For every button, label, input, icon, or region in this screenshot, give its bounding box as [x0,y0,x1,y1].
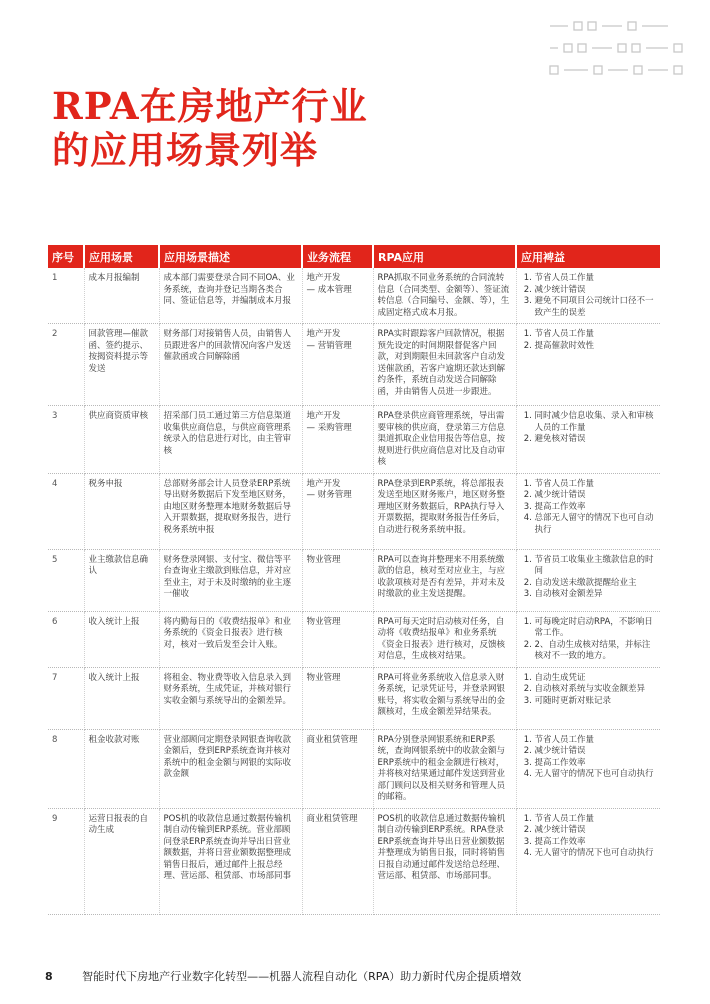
benefit-item: 1. 可每晚定时启动RPA，不影响日常工作。 [535,617,657,640]
process-cell: 物业管理 [302,549,373,611]
rpa-cell: RPA可以查询并整理来不用系统缴款的信息，核对至对应业主，与应收款项核对是否有差异，并对未及时缴款的业主发送提醒。 [373,549,516,611]
benefits-list [521,814,657,860]
description-cell: POS机的收款信息通过数据传输机制自动传输到ERP系统。营业部顾问登录ERP系统查询并导出日营业额数据，并将日营业额数据整理成销售日报后，通过邮件上报总经理、营运部、租赁部、市场部同事 [159,808,302,914]
process-cell: 地产开发 — 营销管理 [302,324,373,406]
benefits-list [521,673,657,708]
description-cell: 财务登录网银、支付宝、微信等平台查询业主缴款到账信息，并对应至业主，对于未及时缴纳的业主逐一催收 [159,549,302,611]
benefit-item: 4. 总部无人留守的情况下也可自动执行 [535,513,657,536]
benefit-item: 1. 自动生成凭证 [535,673,657,685]
rpa-cell: RPA登录供应商管理系统，导出需要审核的供应商，登录第三方信息渠道抓取企业信用报告等信息，按规则进行供应商信息对比及自动审核 [373,406,516,474]
benefits-list [521,479,657,537]
header-rpa-application: RPA应用 [373,245,516,268]
benefits-cell [516,667,660,729]
row-number: 5 [48,549,84,611]
header-process: 业务流程 [302,245,373,268]
header-benefits: 应用裨益 [516,245,660,268]
benefit-item: 3. 提高工作效率 [535,837,657,849]
benefit-item: 2. 减少统计错误 [535,746,657,758]
table-row [48,324,660,406]
footer-text: 智能时代下房地产行业数字化转型——机器人流程自动化（RPA）助力新时代房企提质增效 [82,970,522,983]
row-number: 3 [48,406,84,474]
title-line-2: 的应用场景列举 [52,128,318,172]
benefit-item: 4. 无人留守的情况下也可自动执行 [535,848,657,860]
scene-cell: 税务申报 [84,473,159,549]
header-scene: 应用场景 [84,245,159,268]
rpa-cell: POS机的收款信息通过数据传输机制自动传输到ERP系统。RPA登录ERP系统查询并导出日营业额数据并整理成为销售日报，同时将销售日报自动通过邮件发送给总经理、营运部、租赁部、市场部同事。 [373,808,516,914]
scene-cell: 收入统计上报 [84,667,159,729]
rpa-cell: RPA可将业务系统收入信息录入财务系统，记录凭证号，并登录网银账号，将实收金额与系统导出的金额核对，生成金额差异结果表。 [373,667,516,729]
row-number: 7 [48,667,84,729]
benefit-item: 1. 节省员工收集业主缴款信息的时间 [535,555,657,578]
description-cell: 成本部门需要登录合同不同OA、业务系统，查询并登记当期各类合同、签证信息等，并编制成本月报 [159,268,302,324]
row-number: 1 [48,268,84,324]
benefit-item: 2. 自动发送未缴款提醒给业主 [535,578,657,590]
description-cell: 将租金、物业费等收入信息录入到财务系统，生成凭证，并核对银行实收金额与系统导出的金额差异。 [159,667,302,729]
process-cell: 地产开发 — 采购管理 [302,406,373,474]
benefit-item: 1. 节省人员工作量 [535,329,657,341]
benefit-item: 3. 自动核对金额差异 [535,589,657,601]
benefit-item: 2. 减少统计错误 [535,490,657,502]
row-number: 9 [48,808,84,914]
benefits-cell [516,268,660,324]
benefit-item: 2. 减少统计错误 [535,825,657,837]
page-footer [45,968,521,984]
table-row [48,667,660,729]
rpa-cell: RPA分别登录网银系统和ERP系统，查询网银系统中的收款金额与ERP系统中的租金金额进行核对，并将核对结果通过邮件发送到营业部门顾问以及相关财务和管理人员的邮箱。 [373,729,516,808]
benefit-item: 1. 同时减少信息收集、录入和审核人员的工作量 [535,411,657,434]
header-description: 应用场景描述 [159,245,302,268]
benefit-item: 1. 节省人员工作量 [535,735,657,747]
benefits-list [521,555,657,601]
title-line-1: RPA在房地产行业 [52,84,368,128]
table-row [48,808,660,914]
benefit-item: 3. 可随时更新对账记录 [535,696,657,708]
table-row [48,268,660,324]
row-number: 8 [48,729,84,808]
page-number: 8 [45,970,53,983]
scene-cell: 成本月报编制 [84,268,159,324]
benefits-cell [516,324,660,406]
benefit-item: 2. 提高催款时效性 [535,341,657,353]
process-cell: 物业管理 [302,611,373,667]
benefit-item: 3. 避免不同项目公司统计口径不一致产生的误差 [535,296,657,319]
process-cell: 商业租赁管理 [302,729,373,808]
process-cell: 地产开发 — 成本管理 [302,268,373,324]
benefit-item: 2. 减少统计错误 [535,285,657,297]
scene-cell: 业主缴款信息确认 [84,549,159,611]
benefits-list [521,411,657,446]
description-cell: 招采部门员工通过第三方信息渠道收集供应商信息，与供应商管理系统录入的信息进行对比，由主管审核 [159,406,302,474]
benefits-list [521,329,657,352]
benefits-cell [516,549,660,611]
header-num: 序号 [48,245,84,268]
scene-cell: 回款管理—催款函、签约提示、按揭资料提示等发送 [84,324,159,406]
benefit-item: 1. 节省人员工作量 [535,814,657,826]
row-number: 4 [48,473,84,549]
table-row [48,611,660,667]
description-cell: 总部财务部会计人员登录ERP系统导出财务数据后下发至地区财务，由地区财务整理本地财务数据后导入开票数据，提取财务报告，进行税务系统申报 [159,473,302,549]
scene-cell: 收入统计上报 [84,611,159,667]
description-cell: 财务部门对接销售人员，由销售人员跟进客户的回款情况向客户发送催款函或合同解除函 [159,324,302,406]
scene-cell: 供应商资质审核 [84,406,159,474]
benefits-cell [516,611,660,667]
scene-cell: 租金收款对账 [84,729,159,808]
benefits-list [521,735,657,781]
benefits-cell [516,729,660,808]
benefit-item: 1. 节省人员工作量 [535,273,657,285]
benefits-cell [516,473,660,549]
rpa-cell: RPA实时跟踪客户回款情况，根据预先设定的时间期限督促客户回款，对到期限但未回款客户自动发送催款函，若客户逾期还款达到解约条件，系统自动发送合同解除函，并由销售人员进一步跟进。 [373,324,516,406]
rpa-cell: RPA可每天定时启动核对任务，自动将《收费结报单》和业务系统《资金日报表》进行核对，反馈核对信息，生成核对结果。 [373,611,516,667]
table-row [48,473,660,549]
benefits-list [521,273,657,319]
decorative-pattern [548,20,698,78]
process-cell: 地产开发 — 财务管理 [302,473,373,549]
table-row [48,549,660,611]
rpa-cell: RPA登录到ERP系统，将总部报表发送至地区财务账户，地区财务整理地区财务数据后，RPA执行导入开票数据，提取财务报告任务后，自动进行税务系统申报。 [373,473,516,549]
process-cell: 物业管理 [302,667,373,729]
row-number: 2 [48,324,84,406]
benefit-item: 2. 避免核对错误 [535,434,657,446]
table-header-row [48,245,660,268]
benefit-item: 3. 提高工作效率 [535,758,657,770]
description-cell: 将内勤每日的《收费结报单》和业务系统的《资金日报表》进行核对，核对一致后发至会计入账。 [159,611,302,667]
process-cell: 商业租赁管理 [302,808,373,914]
rpa-scenarios-table [48,245,660,915]
benefits-cell [516,406,660,474]
table-row [48,729,660,808]
table-row [48,406,660,474]
rpa-cell: RPA抓取不同业务系统的合同流转信息（合同类型、金额等）、签证流转信息（合同编号、金额、等），生成固定格式成本月报。 [373,268,516,324]
benefits-list [521,617,657,663]
row-number: 6 [48,611,84,667]
benefit-item: 2. 2、自动生成核对结果，并标注核对不一致的地方。 [535,640,657,663]
description-cell: 营业部顾问定期登录网银查询收款金额后，登到ERP系统查询并核对系统中的租金金额与网银的实际收款金额 [159,729,302,808]
scene-cell: 运营日报表的自动生成 [84,808,159,914]
benefits-cell [516,808,660,914]
benefit-item: 4. 无人留守的情况下也可自动执行 [535,769,657,781]
page-title [52,84,368,172]
benefit-item: 1. 节省人员工作量 [535,479,657,491]
benefit-item: 2. 自动核对系统与实收金额差异 [535,684,657,696]
benefit-item: 3. 提高工作效率 [535,502,657,514]
